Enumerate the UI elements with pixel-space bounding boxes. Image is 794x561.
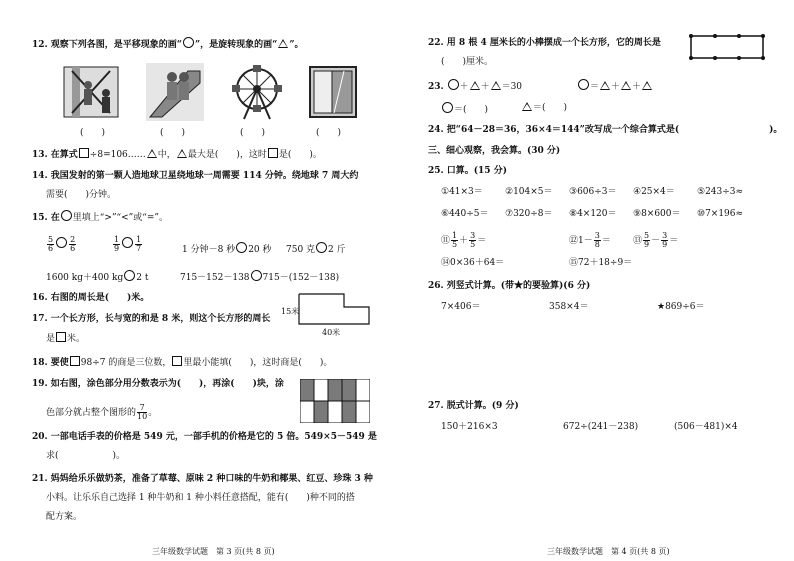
question-23-answer-circle: ＝( ) xyxy=(441,102,488,116)
oral-calc-fraction-13: ⑬ $\frac{5}{9}$ － $\frac{3}{9}$ ＝ xyxy=(633,231,679,249)
answer-paren-3[interactable]: ( ) xyxy=(240,128,266,138)
compare-circle[interactable] xyxy=(56,237,67,248)
question-23-answer-triangle: ＝( ) xyxy=(521,102,567,114)
question-26-title: 26. 列竖式计算。(带★的要验算)(6 分) xyxy=(428,281,591,291)
circle-symbol xyxy=(448,79,459,90)
triangle-symbol xyxy=(600,81,610,90)
question-12: 12. 观察下列各图，是平移现象的画“ ”，是旋转现象的画“ ”。 xyxy=(32,37,304,51)
section-heading-3: 三、细心观察，我会算。(30 分) xyxy=(428,146,561,156)
grid-cell-shaded xyxy=(328,379,342,401)
question-23-eq2: ＝ ＋ ＋ xyxy=(577,79,653,93)
page-footer: 三年级数学试题 第 3 页(共 8 页) xyxy=(152,547,275,556)
oral-calc-item: ⑥440÷5＝ xyxy=(441,209,489,219)
step-calc-item: 150＋216×3 xyxy=(441,422,498,432)
answer-paren-2[interactable]: ( ) xyxy=(160,128,186,138)
compare-fraction-1: $\frac{5}{6}$ $\frac{2}{6}$ xyxy=(48,235,76,253)
triangle-symbol xyxy=(522,102,532,111)
grid-cell-blank xyxy=(314,379,328,401)
ferris-wheel-picture xyxy=(228,63,286,121)
grid-cell-shaded xyxy=(342,401,356,423)
triangle-symbol xyxy=(621,81,631,90)
oral-calc-item: ③606÷3＝ xyxy=(569,187,617,197)
oral-calc-item: ⑧4×120＝ xyxy=(569,209,617,219)
page-footer: 三年级数学试题 第 4 页(共 8 页) xyxy=(547,547,670,556)
compare-circle[interactable] xyxy=(122,237,133,248)
grid-cell-blank xyxy=(328,401,342,423)
oral-calc-item: ①41×3＝ xyxy=(441,187,483,197)
answer-paren-1[interactable]: ( ) xyxy=(80,128,106,138)
compare-expressions: 715－152－138 715－(152－138) xyxy=(180,270,339,284)
oral-calc-item: ⑩7×196≈ xyxy=(697,209,744,219)
stick-rectangle-figure xyxy=(687,32,767,62)
escalator-picture xyxy=(146,63,204,121)
step-calc-item: (506－481)×4 xyxy=(674,422,738,432)
compare-fraction-2: $\frac{1}{9}$ $\frac{1}{7}$ xyxy=(114,235,142,253)
triangle-symbol xyxy=(147,149,157,158)
vertical-calc-item: 7×406＝ xyxy=(441,302,481,312)
question-22-line1: 22. 用 8 根 4 厘米长的小棒摆成一个长方形，它的周长是 xyxy=(428,38,661,48)
triangle-symbol xyxy=(470,81,480,90)
grid-cell-shaded xyxy=(300,379,314,401)
oral-calc-item: ⑦320÷8＝ xyxy=(505,209,553,219)
square-blank[interactable] xyxy=(268,148,278,158)
figure-19-grid xyxy=(300,379,370,423)
oral-calc-item: ⑭0×36＋64＝ xyxy=(441,258,505,268)
question-19-line2: 色部分就占整个图形的 $\frac{7}{10}$ 。 xyxy=(46,403,158,421)
vertical-calc-item: ★869÷6＝ xyxy=(657,302,705,312)
oral-calc-item: ⑨8×600＝ xyxy=(633,209,681,219)
triangle-symbol xyxy=(278,39,288,48)
figure-16-width-label: 40米 xyxy=(322,328,341,337)
grid-cell-blank xyxy=(300,401,314,423)
square-blank[interactable] xyxy=(172,356,182,366)
question-21-line3: 配方案。 xyxy=(46,512,83,522)
question-19-line1: 19. 如右图，涂色部分用分数表示为( )，再涂( )块，涂 xyxy=(32,379,284,389)
compare-circle[interactable] xyxy=(251,270,262,281)
triangle-symbol xyxy=(177,149,187,158)
vertical-calc-item: 358×4＝ xyxy=(549,302,589,312)
question-22-line2: ( )厘米。 xyxy=(441,57,494,67)
circle-symbol xyxy=(442,102,453,113)
oral-calc-item: ④25×4＝ xyxy=(633,187,675,197)
question-25-title: 25. 口算。(15 分) xyxy=(428,166,507,176)
question-20-line2: 求( )。 xyxy=(46,451,126,461)
compare-tons: 1600 kg＋400 kg 2 t xyxy=(46,270,148,284)
question-17-line1: 17. 一个长方形，长与宽的和是 8 米，则这个长方形的周长 xyxy=(32,314,271,324)
question-21-line1: 21. 妈妈给乐乐做奶茶，准备了草莓、原味 2 种口味的牛奶和椰果、红豆、珍珠 3 种 xyxy=(32,474,373,484)
question-18: 18. 要使 98÷7 的商是三位数， 里最小能填( )，这时商是( )。 xyxy=(32,358,333,368)
grid-cell-blank xyxy=(356,379,370,401)
triangle-symbol xyxy=(642,81,652,90)
oral-calc-item: ⑤243÷3≈ xyxy=(697,187,744,197)
triangle-symbol xyxy=(491,81,501,90)
question-13: 13. 在算式 ÷8=106…… 中， 最大是( )，这时 是( )。 xyxy=(32,150,322,160)
figure-16-shape xyxy=(298,293,370,325)
circle-symbol xyxy=(183,37,194,48)
grid-cell-shaded xyxy=(314,401,328,423)
question-14-line2: 需要( )分钟。 xyxy=(46,190,117,200)
circle-symbol xyxy=(61,210,72,221)
revolving-door-picture xyxy=(62,63,120,121)
question-14-line1: 14. 我国发射的第一颗人造地球卫星绕地球一周需要 114 分钟。绕地球 7 周大约 xyxy=(32,171,359,181)
square-blank[interactable] xyxy=(56,332,66,342)
question-27-title: 27. 脱式计算。(9 分) xyxy=(428,401,519,411)
exam-page-4 xyxy=(397,0,794,561)
question-23-eq1: 23. ＋ ＋ ＝30 xyxy=(428,79,522,93)
question-17-line2: 是 米。 xyxy=(46,334,86,344)
question-15-title: 15. 在 里填上“>”“<”或“=”。 xyxy=(32,210,168,224)
oral-calc-item: ②104×5＝ xyxy=(505,187,553,197)
circle-symbol xyxy=(578,79,589,90)
question-16: 16. 右图的周长是( )米。 xyxy=(32,293,150,303)
square-blank[interactable] xyxy=(70,356,80,366)
square-blank[interactable] xyxy=(79,148,89,158)
compare-circle[interactable] xyxy=(236,242,247,253)
grid-cell-shaded xyxy=(342,379,356,401)
oral-calc-fraction-12: ⑫1－ $\frac{3}{8}$ ＝ xyxy=(569,231,611,249)
compare-circle[interactable] xyxy=(316,242,327,253)
figure-16-height-label: 15米 xyxy=(281,307,300,316)
sliding-window-picture xyxy=(304,63,362,121)
step-calc-item: 672÷(241－238) xyxy=(563,422,639,432)
compare-time: 1 分钟－8 秒 20 秒 xyxy=(182,242,272,256)
question-21-line2: 小料。让乐乐自己选择 1 种牛奶和 1 种小料任意搭配，能有( )种不同的搭 xyxy=(46,493,355,503)
grid-cell-blank xyxy=(356,401,370,423)
question-20-line1: 20. 一部电话手表的价格是 549 元，一部手机的价格是它的 5 倍。549×5－549 是 xyxy=(32,432,377,442)
answer-paren-4[interactable]: ( ) xyxy=(316,128,342,138)
compare-weight: 750 克 2 斤 xyxy=(286,242,346,256)
question-24: 24. 把“64－28＝36，36×4＝144”改写成一个综合算式是( )。 xyxy=(428,125,783,135)
oral-calc-item: ⑮72＋18÷9＝ xyxy=(569,258,633,268)
oral-calc-fraction-11: ⑪ $\frac{1}{5}$ ＋ $\frac{3}{5}$ ＝ xyxy=(441,231,487,249)
compare-circle[interactable] xyxy=(124,270,135,281)
